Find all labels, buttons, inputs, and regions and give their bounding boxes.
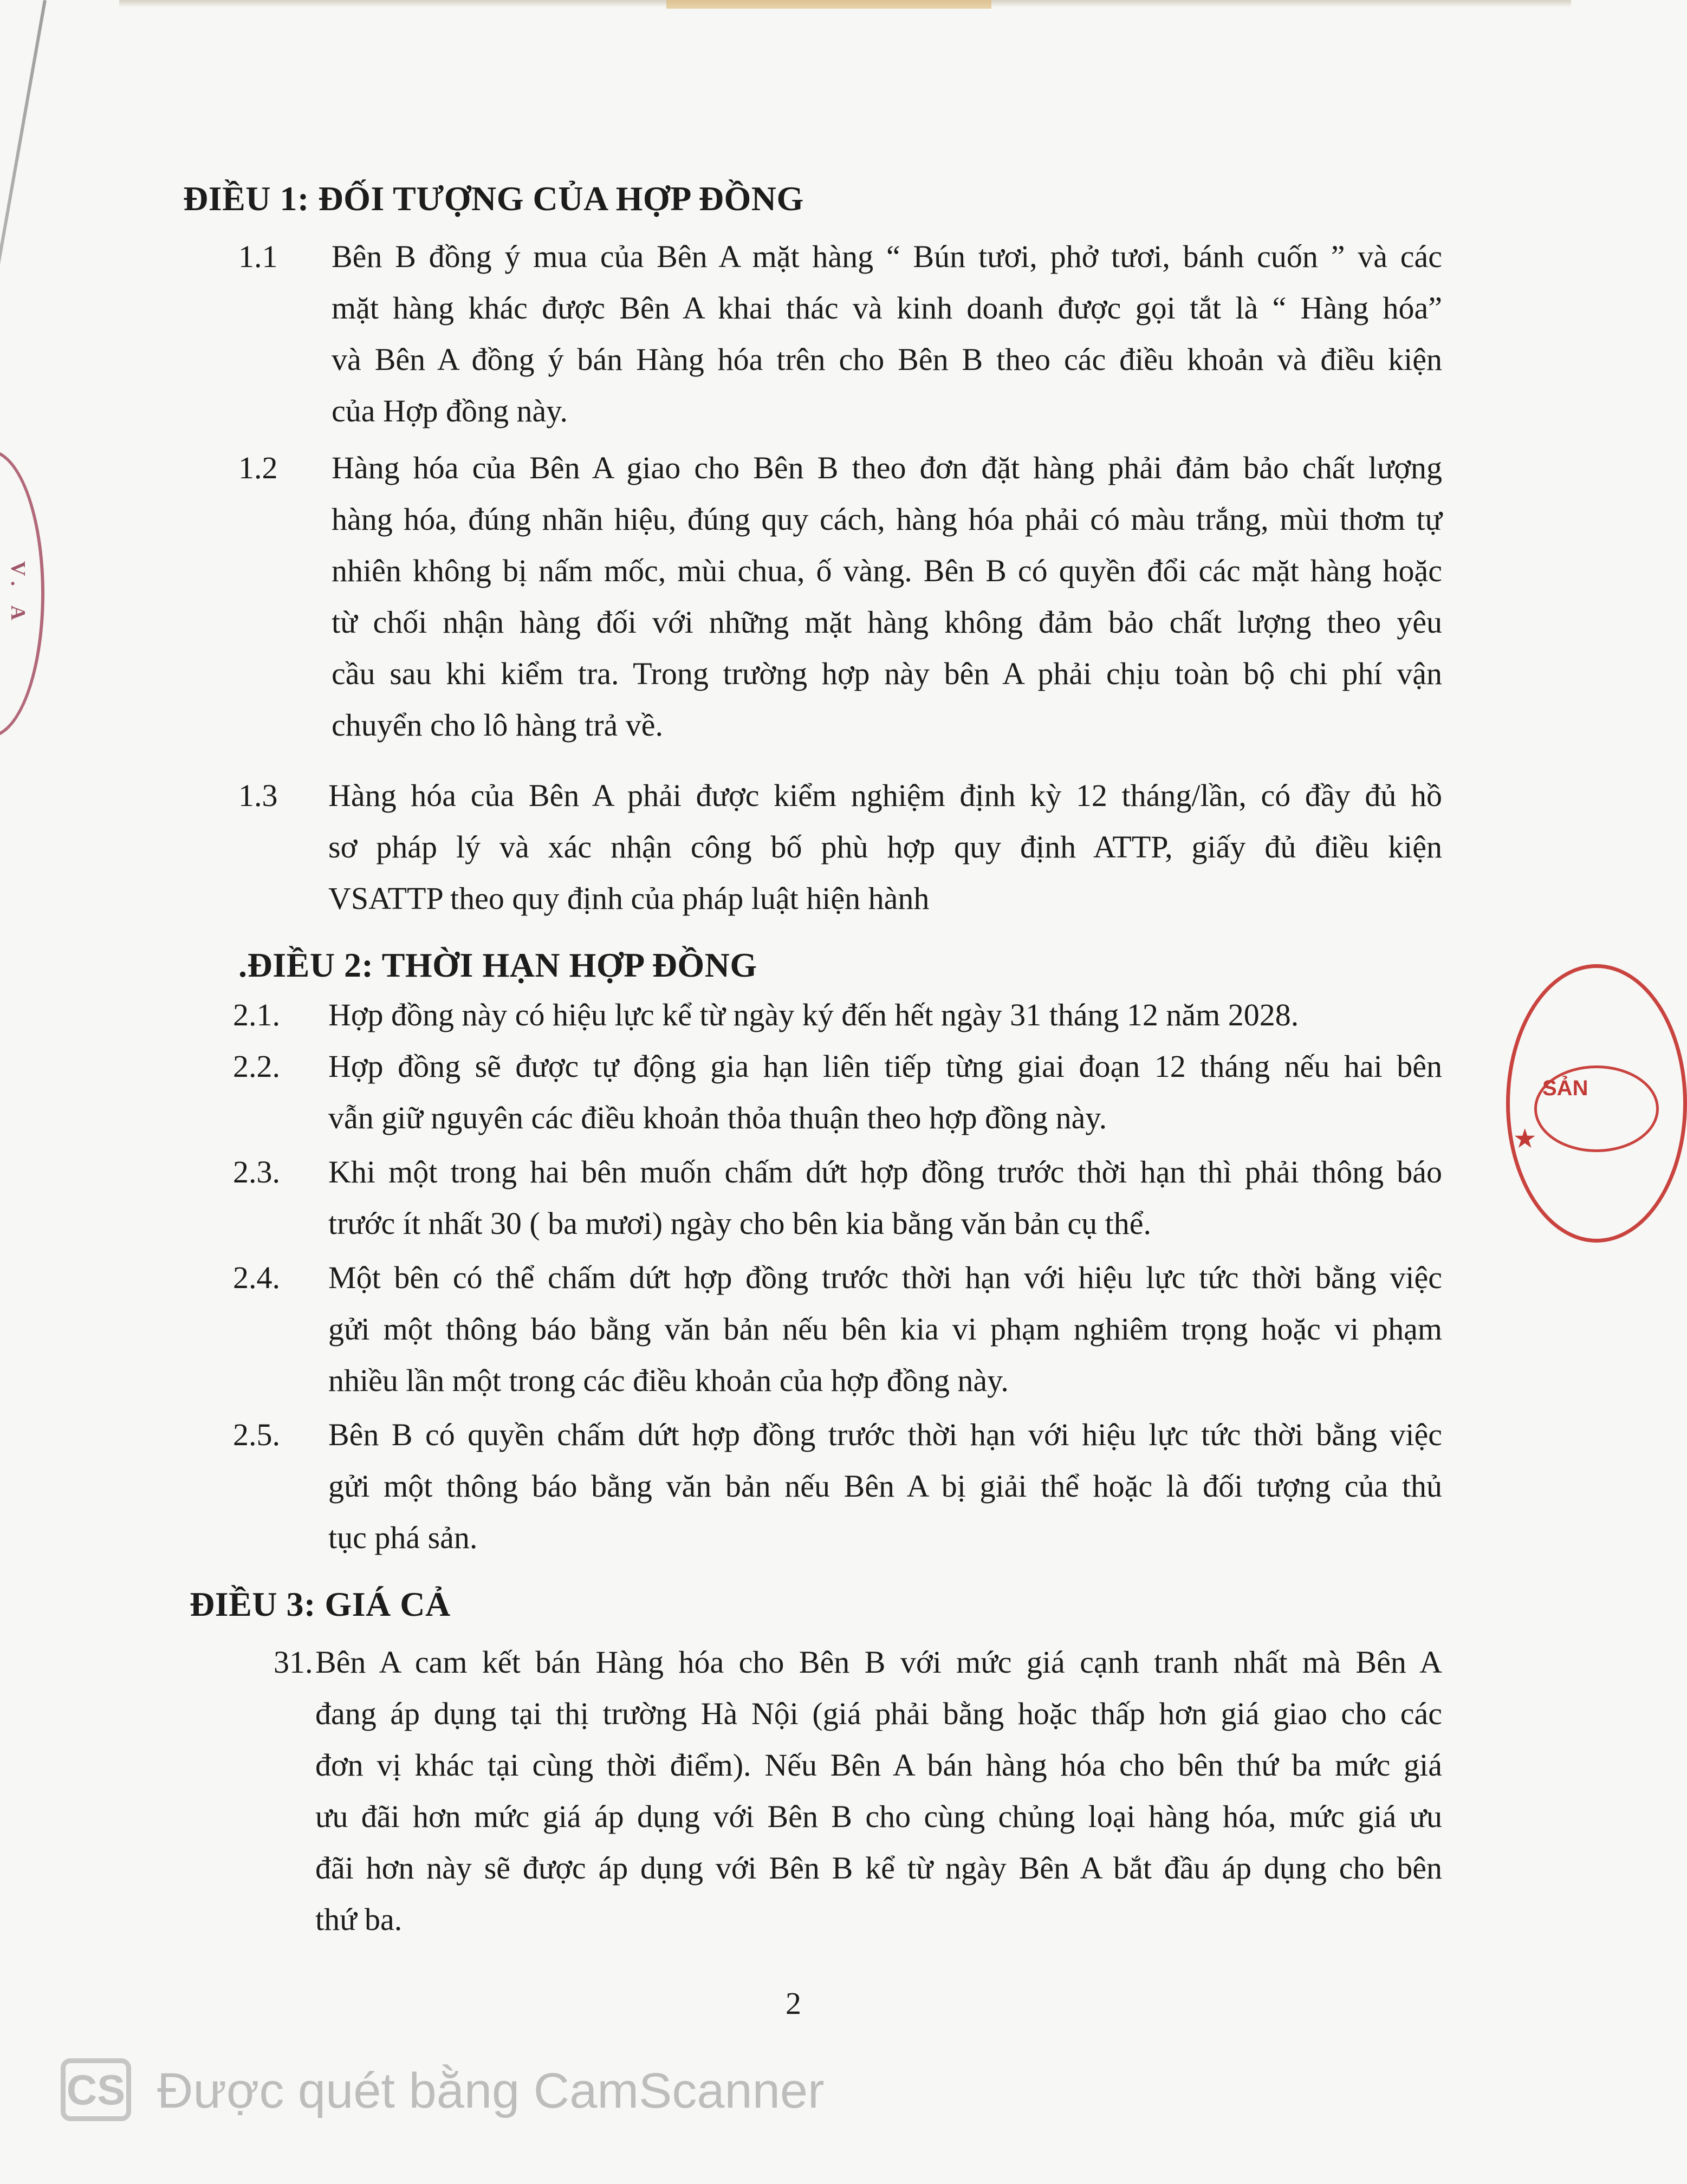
clause-line: và Bên A đồng ý bán Hàng hóa trên cho Bên B theo các điều khoản và điều kiện	[332, 342, 1442, 377]
clause-line: thứ ba.	[315, 1902, 403, 1937]
clause-line: vẫn giữ nguyên các điều khoản thỏa thuận theo hợp đồng này.	[328, 1100, 1107, 1135]
clause-line: đang áp dụng tại thị trường Hà Nội (giá phải bằng hoặc thấp hơn giá giao cho các	[315, 1696, 1442, 1731]
clause-line: nhiều lần một trong các điều khoản của hợp đồng này.	[328, 1363, 1009, 1398]
clause-line: cầu sau khi kiểm tra. Trong trường hợp này bên A phải chịu toàn bộ chi phí vận	[332, 656, 1442, 691]
clause-line: Bên B đồng ý mua của Bên A mặt hàng “ Bún tươi, phở tươi, bánh cuốn ” và các	[332, 239, 1442, 274]
left-stamp	[0, 450, 44, 738]
clause-number: 2.1.	[233, 997, 280, 1032]
clause-number: 2.3.	[233, 1154, 280, 1190]
clause-number: 1.3	[238, 778, 278, 813]
clause-line: Khi một trong hai bên muốn chấm dứt hợp đồng trước thời hạn thì phải thông báo	[328, 1154, 1442, 1190]
clause-line: nhiên không bị nấm mốc, mùi chua, ố vàng. Bên B có quyền đổi các mặt hàng hoặc	[332, 553, 1442, 588]
clause-line: tục phá sản.	[328, 1520, 478, 1555]
page-number: 2	[786, 1986, 801, 2021]
clause-number: 2.5.	[233, 1417, 280, 1452]
clause-line: từ chối nhận hàng đối với những mặt hàng không đảm bảo chất lượng theo yêu	[332, 604, 1442, 640]
clause-number: 2.2.	[233, 1049, 280, 1084]
right-stamp	[1506, 964, 1687, 1243]
clause-line: đơn vị khác tại cùng thời điểm). Nếu Bên A bán hàng hóa cho bên thứ ba mức giá	[315, 1747, 1442, 1783]
clause-line: Hợp đồng này có hiệu lực kể từ ngày ký đến hết ngày 31 tháng 12 năm 2028.	[328, 997, 1299, 1032]
clause-line: mặt hàng khác được Bên A khai thác và kinh doanh được gọi tắt là “ Hàng hóa”	[332, 290, 1442, 326]
clause-line: đãi hơn này sẽ được áp dụng với Bên B kể từ ngày Bên A bắt đầu áp dụng cho bên	[315, 1850, 1442, 1886]
left-stamp-text: V. A	[7, 561, 29, 628]
scan-edge-line	[0, 0, 47, 347]
article-heading: .ĐIỀU 2: THỜI HẠN HỢP ĐỒNG	[238, 946, 757, 984]
camscanner-watermark: Được quét bằng CamScanner	[157, 2063, 825, 2118]
clause-line: hàng hóa, đúng nhãn hiệu, đúng quy cách, hàng hóa phải có màu trắng, mùi thơm tự	[332, 502, 1442, 537]
clause-number: 31.	[274, 1644, 313, 1680]
article-heading: ĐIỀU 1: ĐỐI TƯỢNG CỦA HỢP ĐỒNG	[183, 179, 804, 218]
clause-line: của Hợp đồng này.	[332, 393, 568, 428]
clause-line: ưu đãi hơn mức giá áp dụng với Bên B cho cùng chủng loại hàng hóa, mức giá ưu	[315, 1799, 1442, 1834]
camscanner-logo-icon: CS	[61, 2058, 131, 2121]
clause-line: chuyển cho lô hàng trả về.	[332, 707, 664, 743]
clause-line: gửi một thông báo bằng văn bản nếu Bên A bị giải thể hoặc là đối tượng của thủ	[328, 1468, 1442, 1504]
article-heading: ĐIỀU 3: GIÁ CẢ	[190, 1585, 451, 1623]
clause-number: 1.2	[238, 450, 278, 485]
right-stamp-text: SẢN	[1542, 1076, 1588, 1100]
clause-line: Một bên có thể chấm dứt hợp đồng trước thời hạn với hiệu lực tức thời bằng việc	[328, 1260, 1442, 1295]
clause-line: Hợp đồng sẽ được tự động gia hạn liên tiếp từng giai đoạn 12 tháng nếu hai bên	[328, 1049, 1442, 1084]
clause-line: sơ pháp lý và xác nhận công bố phù hợp quy định ATTP, giấy đủ điều kiện	[328, 829, 1442, 864]
clause-line: Bên A cam kết bán Hàng hóa cho Bên B với mức giá cạnh tranh nhất mà Bên A	[315, 1644, 1442, 1680]
clause-number: 2.4.	[233, 1260, 280, 1295]
star-icon: ★	[1514, 1126, 1536, 1152]
clause-line: Hàng hóa của Bên A giao cho Bên B theo đơn đặt hàng phải đảm bảo chất lượng	[332, 450, 1442, 485]
clause-line: trước ít nhất 30 ( ba mươi) ngày cho bên kia bằng văn bản cụ thể.	[328, 1206, 1151, 1241]
scan-top-tab	[666, 0, 991, 9]
clause-line: VSATTP theo quy định của pháp luật hiện hành	[328, 881, 930, 916]
clause-line: Hàng hóa của Bên A phải được kiểm nghiệm định kỳ 12 tháng/lần, có đầy đủ hồ	[328, 778, 1442, 813]
clause-number: 1.1	[238, 239, 278, 274]
clause-line: gửi một thông báo bằng văn bản nếu bên kia vi phạm nghiêm trọng hoặc vi phạm	[328, 1311, 1442, 1347]
clause-line: Bên B có quyền chấm dứt hợp đồng trước thời hạn với hiệu lực tức thời bằng việc	[328, 1417, 1442, 1452]
